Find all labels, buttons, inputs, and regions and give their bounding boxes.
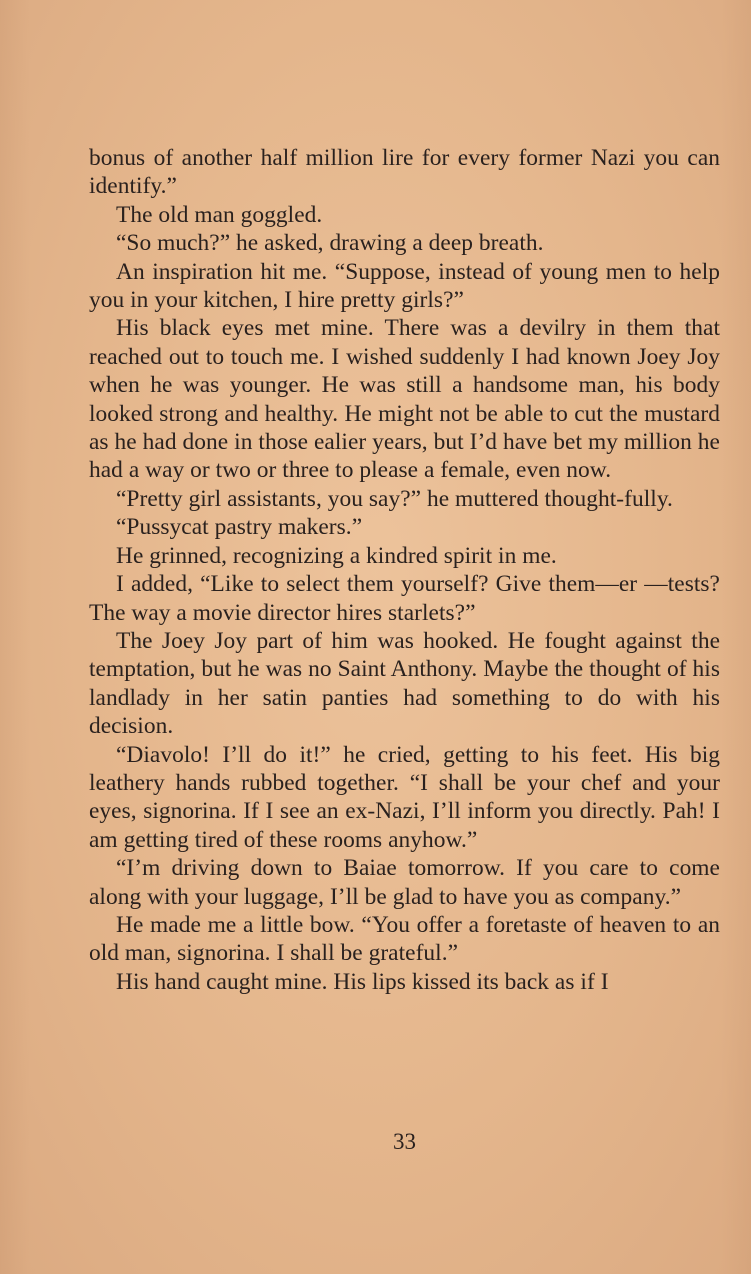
paragraph: I added, “Like to select them yourself? Give them—er —tests? The way a movie director hires starlets?” bbox=[89, 571, 720, 626]
paragraph: bonus of another half million lire for every former Nazi you can identify.” bbox=[89, 145, 720, 200]
paragraph: “I’m driving down to Baiae tomorrow. If you care to come along with your luggage, I’ll be glad to have you as company.” bbox=[89, 855, 720, 910]
paragraph: His black eyes met mine. There was a devilry in them that reached out to touch me. I wished suddenly I had known Joey Joy when he was younger. He was still a handsome man, his body looked strong and healthy. He might not be able to cut the mustard as he had done in those ealier years, but I’d have bet my million he had a way or two or three to please a female, even now. bbox=[89, 315, 720, 484]
paragraph: “Pussycat pastry makers.” bbox=[116, 514, 363, 541]
paragraph: His hand caught mine. His lips kissed its back as if I bbox=[116, 968, 609, 995]
page-number: 33 bbox=[393, 1129, 416, 1154]
paragraph: “So much?” he asked, drawing a deep breath. bbox=[116, 230, 544, 257]
paragraph: The old man goggled. bbox=[116, 201, 323, 228]
paragraph: An inspiration hit me. “Suppose, instead of young men to help you in your kitchen, I hire pretty girls?” bbox=[89, 258, 720, 314]
paragraph: He made me a little bow. “You offer a foretaste of heaven to an old man, signorina. I shall be grateful.” bbox=[89, 911, 720, 967]
paragraph: The Joey Joy part of him was hooked. He fought against the temptation, but he was no Saint Anthony. Maybe the thought of his landlady in her satin panties had something to do with his decision. bbox=[89, 627, 720, 740]
paragraph: “Pretty girl assistants, you say?” he muttered thought-fully. bbox=[116, 485, 673, 512]
paragraph: He grinned, recognizing a kindred spirit in me. bbox=[116, 542, 557, 569]
paragraph: “Diavolo! I’ll do it!” he cried, getting to his feet. His big leathery hands rubbed together. “I shall be your chef and your eyes, signorina. If I see an ex-Nazi, I’ll inform you directly. Pah! I am getting tired of these rooms anyhow.” bbox=[89, 741, 720, 853]
body-text bbox=[89, 144, 720, 996]
